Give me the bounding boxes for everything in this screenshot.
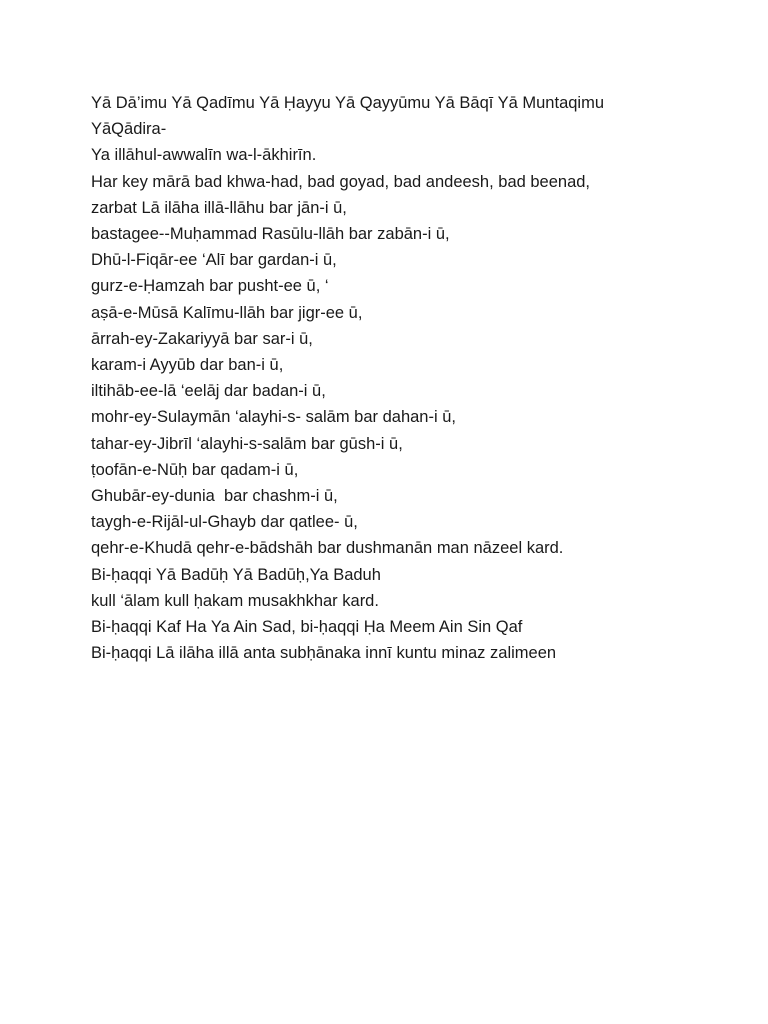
text-line-17: taygh-e-Rijāl-ul-Ghayb dar qatlee- ū, xyxy=(91,513,358,532)
text-line-7: Dhū-l-Fiqār-ee ‘Alī bar gardan-i ū, xyxy=(91,251,337,270)
text-line-9: aṣā-e-Mūsā Kalīmu-llāh bar jigr-ee ū, xyxy=(91,303,363,322)
text-line-22: Bi-ḥaqqi Lā ilāha illā anta subḥānaka innī kuntu minaz zalimeen xyxy=(91,644,557,663)
text-line-11: karam-i Ayyūb dar ban-i ū, xyxy=(91,356,284,375)
text-line-6: bastagee--Muḥammad Rasūlu-llāh bar zabān-i ū, xyxy=(91,225,450,244)
text-line-15: ṭoofān-e-Nūḥ bar qadam-i ū, xyxy=(91,460,299,479)
text-line-10: ārrah-ey-Zakariyyā bar sar-i ū, xyxy=(91,329,313,348)
text-line-5: zarbat Lā ilāha illā-llāhu bar jān-i ū, xyxy=(91,198,347,217)
text-line-14: tahar-ey-Jibrīl ‘alayhi-s-salām bar gūsh-i ū, xyxy=(91,434,403,453)
text-line-19: Bi-ḥaqqi Yā Badūḥ Yā Badūḥ,Ya Baduh xyxy=(91,565,381,584)
text-line-8: gurz-e-Ḥamzah bar pusht-ee ū, ‘ xyxy=(91,277,329,296)
document-text xyxy=(91,90,741,666)
text-line-20: kull ‘ālam kull ḥakam musakhkhar kard. xyxy=(91,591,379,610)
text-line-12: iltihāb-ee-lā ‘eelāj dar badan-i ū, xyxy=(91,382,326,401)
text-line-1: Yā Dā’imu Yā Qadīmu Yā Ḥayyu Yā Qayyūmu Yā Bāqī Yā Muntaqimu xyxy=(91,94,605,112)
text-line-2: YāQādira- xyxy=(91,120,167,139)
text-line-18: qehr-e-Khudā qehr-e-bādshāh bar dushmanān man nāzeel kard. xyxy=(91,539,564,558)
text-line-3: Ya illāhul-awwalīn wa-l-ākhirīn. xyxy=(91,146,317,165)
text-line-16: Ghubār-ey-dunia bar chashm-i ū, xyxy=(91,487,338,506)
text-line-21: Bi-ḥaqqi Kaf Ha Ya Ain Sad, bi-ḥaqqi Ḥa Meem Ain Sin Qaf xyxy=(91,618,523,637)
text-line-4: Har key mārā bad khwa-had, bad goyad, bad andeesh, bad beenad, xyxy=(91,172,591,191)
text-line-13: mohr-ey-Sulaymān ‘alayhi-s- salām bar dahan-i ū, xyxy=(91,408,456,427)
